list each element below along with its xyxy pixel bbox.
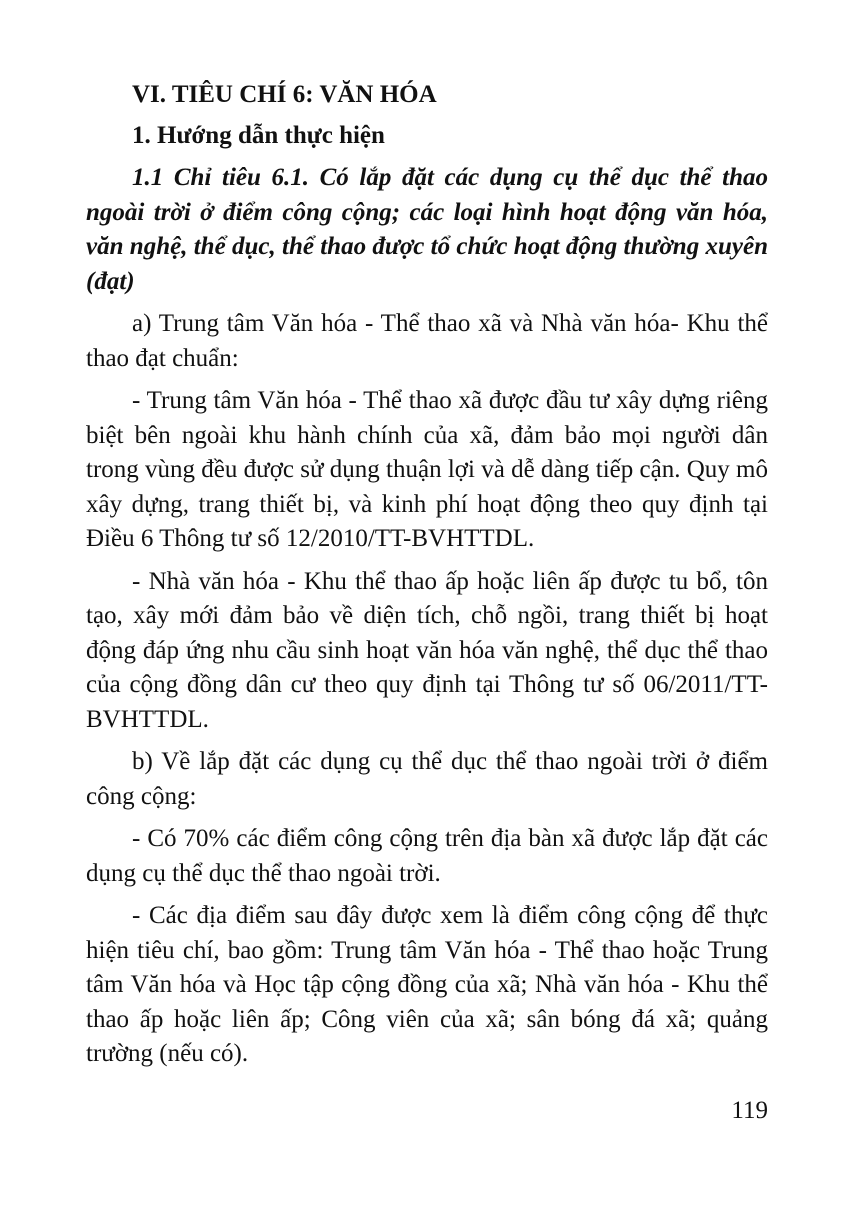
paragraph-seventy-percent: - Có 70% các điểm công cộng trên địa bàn xã được lắp đặt các dụng cụ thể dục thể thao ngoài trời. — [86, 825, 768, 887]
page-number: 119 — [731, 1097, 768, 1124]
subsection-title: 1. Hướng dẫn thực hiện — [132, 121, 385, 149]
paragraph-b: b) Về lắp đặt các dụng cụ thể dục thể thao ngoài trời ở điểm công cộng: — [86, 748, 768, 810]
paragraph-public-places: - Các địa điểm sau đây được xem là điểm công cộng để thực hiện tiêu chí, bao gồm: Trung tâm Văn hóa - Thể thao hoặc Trung tâm Văn hóa và Học tập cộng đồng của xã; Nhà văn hóa - Khu thể thao ấp hoặc liên ấp; Công viên của xã; sân bóng đá xã; quảng trường (nếu có). — [86, 902, 768, 1067]
document-page — [86, 78, 768, 1080]
section-title: VI. TIÊU CHÍ 6: VĂN HÓA — [132, 81, 437, 108]
paragraph-a: a) Trung tâm Văn hóa - Thể thao xã và Nhà văn hóa- Khu thể thao đạt chuẩn: — [86, 310, 768, 372]
paragraph-cultural-house: - Nhà văn hóa - Khu thể thao ấp hoặc liên ấp được tu bổ, tôn tạo, xây mới đảm bảo về diện tích, chỗ ngồi, trang thiết bị hoạt động đáp ứng nhu cầu sinh hoạt văn hóa văn nghệ, thể dục thể thao của cộng đồng dân cư theo quy định tại Thông tư số 06/2011/TT-BVHTTDL. — [86, 567, 768, 733]
paragraph-cultural-center: - Trung tâm Văn hóa - Thể thao xã được đầu tư xây dựng riêng biệt bên ngoài khu hành chính của xã, đảm bảo mọi người dân trong vùng đều được sử dụng thuận lợi và dễ dàng tiếp cận. Quy mô xây dựng, trang thiết bị, và kinh phí hoạt động theo quy định tại Điều 6 Thông tư số 12/2010/TT-BVHTTDL. — [86, 387, 768, 552]
criterion-heading: 1.1 Chỉ tiêu 6.1. Có lắp đặt các dụng cụ thể dục thể thao ngoài trời ở điểm công cộng; các loại hình hoạt động văn hóa, văn nghệ, thể dục, thể thao được tổ chức hoạt động thường xuyên (đạt) — [86, 164, 768, 295]
